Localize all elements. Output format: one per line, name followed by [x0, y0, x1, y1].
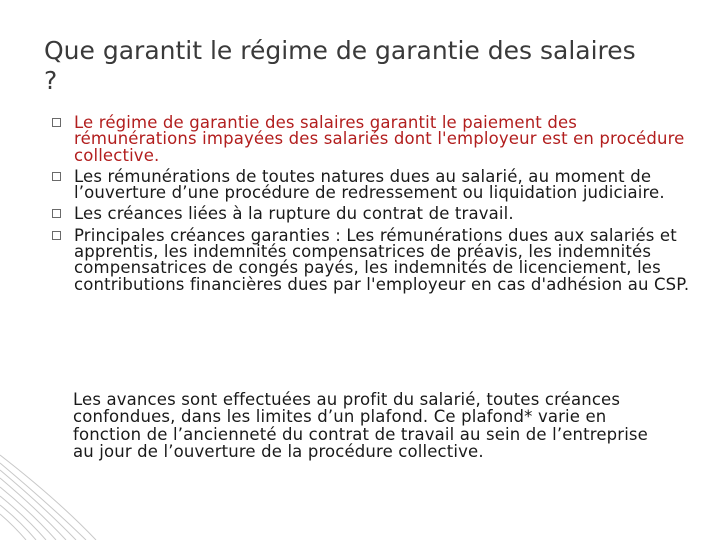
bullet-text: Les créances liées à la rupture du contrat de travail. — [74, 204, 514, 224]
bullet-text: Le régime de garantie des salaires garantit le paiement des rémunérations impayées des salariés dont l'employeur est en procédure collective. — [74, 113, 685, 165]
square-bullet-icon — [52, 209, 61, 218]
bullet-list — [52, 115, 692, 298]
bullet-item — [52, 115, 692, 164]
body-paragraph: Les avances sont effectuées au profit du salarié, toutes créances confondues, dans les limites d’un plafond. Ce plafond* varie en fonction de l’ancienneté du contrat de travail au sein de l’entreprise au jour de l’ouverture de la procédure collective. — [73, 390, 648, 461]
bullet-text: Principales créances garanties : Les rémunérations dues aux salariés et apprentis, les indemnités compensatrices de préavis, les indemnités compensatrices de congés payés, les indemnités de licenciement, les contributions financières dues par l'employeur en cas d'adhésion au CSP. — [74, 225, 690, 294]
bullet-text: Les rémunérations de toutes natures dues au salarié, au moment de l’ouverture d’une procédure de redressement ou liquidation judiciaire. — [74, 166, 665, 203]
bullet-item — [52, 166, 692, 203]
square-bullet-icon — [52, 172, 61, 181]
square-bullet-icon — [52, 231, 61, 240]
square-bullet-icon — [52, 118, 61, 127]
bullet-item — [52, 225, 692, 294]
slide-title: Que garantit le régime de garantie des salaires ? — [44, 36, 636, 95]
bullet-item — [52, 206, 692, 222]
